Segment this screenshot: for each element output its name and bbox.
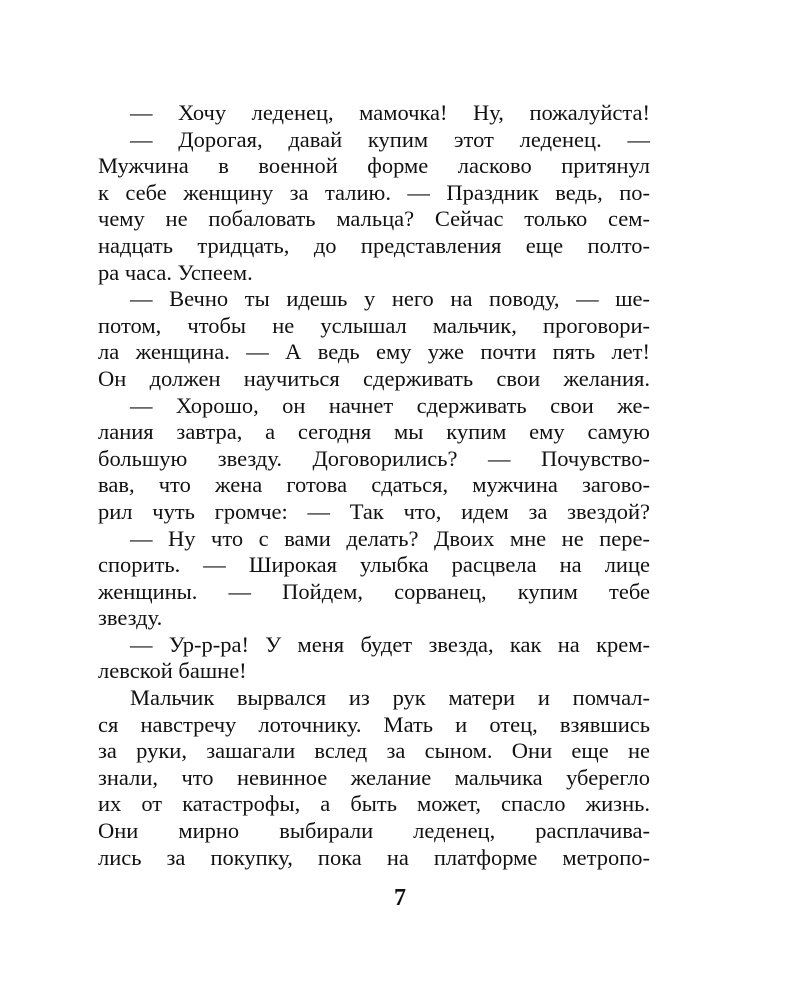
text-line: ся навстречу лоточнику. Мать и отец, взявшись bbox=[98, 711, 650, 737]
text-line: их от катастрофы, а быть может, спасло жизнь. bbox=[98, 791, 650, 817]
text-line: к себе женщину за талию. — Праздник ведь, по- bbox=[98, 179, 650, 205]
text-line: Мальчик вырвался из рук матери и помчал- bbox=[130, 685, 650, 711]
text-line: Они мирно выбирали леденец, расплачива- bbox=[98, 818, 650, 844]
text-line: потом, чтобы не услышал мальчик, проговори- bbox=[98, 312, 650, 338]
text-line: ра часа. Успеем. bbox=[98, 259, 253, 285]
text-line: звезду. bbox=[98, 605, 163, 631]
text-line: лания завтра, а сегодня мы купим ему самую bbox=[98, 419, 650, 445]
page-number: 7 bbox=[394, 885, 406, 911]
text-line: рил чуть громче: — Так что, идем за звездой? bbox=[98, 498, 650, 524]
text-line: женщины. — Пойдем, сорванец, купим тебе bbox=[98, 578, 650, 604]
text-line: — Вечно ты идешь у него на поводу, — ше- bbox=[130, 286, 650, 312]
text-line: ла женщина. — А ведь ему уже почти пять лет! bbox=[98, 339, 650, 365]
text-line: за руки, зашагали вслед за сыном. Они еще не bbox=[98, 738, 650, 764]
text-line: чему не побаловать мальца? Сейчас только сем- bbox=[98, 206, 650, 232]
text-line: левской башне! bbox=[98, 658, 247, 684]
text-line: вав, что жена готова сдаться, мужчина загово- bbox=[98, 472, 650, 498]
text-line: спорить. — Широкая улыбка расцвела на лице bbox=[98, 552, 650, 578]
text-line: большую звезду. Договорились? — Почувство- bbox=[98, 445, 650, 471]
text-line: надцать тридцать, до представления еще полто- bbox=[98, 232, 650, 258]
body-text bbox=[98, 100, 650, 871]
text-line: Он должен научиться сдерживать свои желания. bbox=[98, 365, 650, 391]
text-line: — Дорогая, давай купим этот леденец. — bbox=[130, 126, 650, 152]
text-line: — Хорошо, он начнет сдерживать свои же- bbox=[130, 392, 650, 418]
text-line: знали, что невинное желание мальчика уберегло bbox=[98, 764, 650, 790]
text-line: — Хочу леденец, мамочка! Ну, пожалуйста! bbox=[130, 100, 650, 125]
text-line: лись за покупку, пока на платформе метропо- bbox=[98, 844, 650, 870]
text-line: — Ур-р-ра! У меня будет звезда, как на крем- bbox=[130, 631, 650, 657]
text-line: — Ну что с вами делать? Двоих мне не пере- bbox=[130, 525, 650, 551]
text-line: Мужчина в военной форме ласково притянул bbox=[98, 153, 650, 179]
